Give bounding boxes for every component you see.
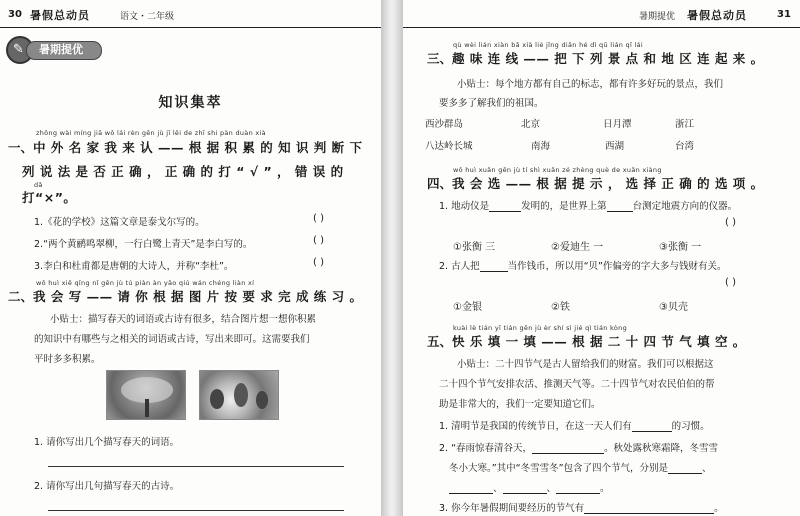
right-header	[403, 0, 800, 28]
s4-q1-blank-2[interactable]	[607, 202, 633, 212]
s4-q2-option-2[interactable]: ②铁	[551, 302, 570, 313]
s1-answer-2[interactable]: ( )	[313, 235, 324, 246]
s5-q1-blank[interactable]	[632, 422, 672, 432]
s5-q2-g: 。	[600, 483, 610, 494]
section3-line: 趣 味 连 线 —— 把 下 列 景 点 和 地 区 连 起 来 。	[452, 51, 764, 66]
s4-q2-answer[interactable]: ( )	[725, 277, 736, 288]
section5-number: 五、	[427, 334, 453, 349]
section4-line: 我 会 选 —— 根 据 提 示 ， 选 择 正 确 的 选 项 。	[452, 176, 764, 191]
s3-tip-1: 小贴士：每个地方都有自己的标志，都有许多好玩的景点，我们	[457, 79, 724, 90]
s5-q2-e: 、	[493, 483, 503, 494]
s5-q2-b: 。秋处露秋寒霜降，冬雪雪	[604, 443, 719, 454]
left-subject: 语文・二年级	[120, 12, 175, 22]
s5-q2-f: 、	[546, 483, 557, 494]
right-page-number: 31	[777, 9, 791, 20]
s4-q2-b: 当作钱币，所以用“贝”作偏旁的字大多与钱财有关。	[507, 261, 727, 272]
right-section-label: 暑期提优	[639, 12, 676, 22]
s2-answer-line-1[interactable]	[48, 466, 344, 467]
s5-q2-d: 、	[702, 463, 712, 474]
section1-pinyin3: dǎ	[34, 181, 43, 189]
s5-q2-c: 冬小大寒。”其中“冬雪雪冬”包含了四个节气，分别是	[449, 463, 669, 474]
s5-tip-3: 助是非常大的，我们一定要知道它们。	[439, 399, 601, 410]
section3-number: 三、	[427, 51, 453, 66]
s1-answer-3[interactable]: ( )	[313, 257, 324, 268]
place-badaling[interactable]: 八达岭长城	[425, 141, 473, 152]
s4-q1-blank-1[interactable]	[489, 202, 521, 212]
right-page	[403, 0, 800, 516]
place-xihu[interactable]: 西湖	[605, 141, 625, 152]
s4-q2-a: 2. 古人把	[439, 261, 480, 272]
s5-tip-1: 小贴士：二十四节气是古人留给我们的财富。我们可以根据这	[457, 359, 714, 370]
section4-heading	[427, 174, 764, 192]
s1-answer-1[interactable]: ( )	[313, 213, 324, 224]
place-nanhai[interactable]: 南海	[531, 141, 551, 152]
section5-heading	[427, 332, 746, 350]
section3-heading	[427, 49, 764, 67]
s4-q1-b: 发明的，是世界上第	[521, 201, 607, 212]
s5-q2-line2	[449, 460, 712, 474]
section5-line: 快 乐 填 一 填 —— 根 据 二 十 四 节 气 填 空 。	[452, 334, 746, 349]
section1-line2: 列 说 法 是 否 正 确 ， 正 确 的 打 “ √ ” ， 错 误 的	[22, 164, 344, 179]
s3-tip-2: 要多多了解我们的祖国。	[439, 98, 544, 109]
left-brand: 暑假总动员	[30, 9, 90, 22]
section2-line: 我 会 写 —— 请 你 根 据 图 片 按 要 求 完 成 练 习 。	[33, 289, 363, 304]
s4-q1-option-2[interactable]: ②爱迪生 一	[551, 242, 604, 253]
s5-q2-line1	[439, 440, 718, 454]
section1-line3: 打“×”。	[22, 190, 77, 205]
spring-tree-image	[106, 370, 186, 420]
s5-q1-b: 的习惯。	[671, 421, 710, 432]
section1-heading	[8, 138, 363, 156]
section1-number: 一、	[8, 140, 34, 155]
s2-question-1: 1. 请你写出几个描写春天的词语。	[34, 437, 180, 448]
s5-q2-blank-4[interactable]	[503, 484, 547, 494]
s5-q2-blank-2[interactable]	[668, 464, 702, 474]
section-badge	[6, 36, 102, 64]
s5-q2-blank-1[interactable]	[532, 444, 604, 454]
place-riyuetan[interactable]: 日月潭	[603, 119, 632, 130]
s5-q2-blank-3[interactable]	[449, 484, 493, 494]
spring-sprouts-image	[199, 370, 279, 420]
pencil-icon: ✎	[6, 36, 34, 64]
s4-q2-blank[interactable]	[480, 262, 508, 272]
s5-q2-a: 2. “春雨惊春清谷天，	[439, 443, 533, 454]
s4-q1-a: 1. 地动仪是	[439, 201, 490, 212]
s2-tip-1: 小贴士：描写春天的词语或古诗有很多，结合图片想一想你积累	[50, 314, 317, 325]
s5-q2-line3	[449, 480, 610, 494]
right-brand: 暑假总动员	[687, 9, 747, 22]
page-title: 知识集萃	[158, 95, 223, 111]
section4-pinyin: wǒ huì xuǎn gēn jù tí shì xuǎn zé zhèng què de xuǎn xiàng	[453, 166, 662, 174]
left-page	[0, 0, 381, 516]
s2-answer-line-2[interactable]	[48, 510, 344, 511]
s4-q2	[439, 258, 726, 272]
section2-heading	[8, 287, 363, 305]
section3-pinyin: qù wèi lián xiàn bǎ xià liè jǐng diǎn hé dì qū lián qǐ lái	[453, 41, 643, 49]
s4-q1	[439, 198, 737, 212]
place-xisha[interactable]: 西沙群岛	[425, 119, 464, 130]
s5-tip-2: 二十四个节气安排农活、推测天气等。二十四节气对农民伯伯的帮	[439, 379, 715, 390]
left-header	[0, 0, 381, 28]
s5-q1-a: 1. 清明节是我国的传统节日，在这一天人们有	[439, 421, 632, 432]
s2-tip-3: 平时多多积累。	[34, 354, 101, 365]
s5-q1	[439, 418, 710, 432]
section2-number: 二、	[8, 289, 34, 304]
s1-item-1: 1.《花的学校》这篇文章是泰戈尔写的。	[34, 217, 205, 228]
place-beijing[interactable]: 北京	[521, 119, 541, 130]
s5-q2-blank-5[interactable]	[556, 484, 600, 494]
s4-q1-c: 台测定地震方向的仪器。	[632, 201, 738, 212]
book-spine	[381, 0, 403, 516]
s4-q1-option-1[interactable]: ①张衡 三	[453, 242, 496, 253]
section1-line1: 中 外 名 家 我 来 认 —— 根 据 积 累 的 知 识 判 断 下	[33, 140, 363, 155]
s5-q3	[439, 500, 724, 514]
section2-pinyin: wǒ huì xiě qǐng nǐ gēn jù tú piàn àn yāo qiú wán chéng liàn xí	[36, 279, 255, 287]
left-page-number: 30	[8, 9, 22, 20]
section1-pinyin: zhōng wài míng jiā wǒ lái rèn gēn jù jī lěi de zhī shi pàn duàn xià	[36, 129, 266, 137]
place-taiwan[interactable]: 台湾	[675, 141, 695, 152]
section4-number: 四、	[427, 176, 453, 191]
s2-question-2: 2. 请你写出几句描写春天的古诗。	[34, 481, 180, 492]
s1-item-3: 3.李白和杜甫都是唐朝的大诗人，并称“李杜”。	[34, 261, 234, 272]
badge-label: 暑期提优	[26, 41, 102, 60]
s4-q1-option-3[interactable]: ③张衡 一	[659, 242, 702, 253]
s5-q3-b: 。	[714, 503, 724, 514]
section5-pinyin: kuài lè tián yī tián gēn jù èr shí sì jié qì tián kòng	[453, 324, 628, 332]
s4-q2-option-1[interactable]: ①金银	[453, 302, 482, 313]
s2-tip-2: 的知识中有哪些与之相关的词语或古诗，写出来即可。这需要我们	[34, 334, 310, 345]
s4-q1-answer[interactable]: ( )	[725, 217, 736, 228]
place-zhejiang[interactable]: 浙江	[675, 119, 695, 130]
s1-item-2: 2.“两个黄鹂鸣翠柳，一行白鹭上青天”是李白写的。	[34, 239, 253, 250]
s5-q3-a: 3. 你今年暑假期间要经历的节气有	[439, 503, 585, 514]
s4-q2-option-3[interactable]: ③贝壳	[659, 302, 688, 313]
s5-q3-blank[interactable]	[584, 504, 714, 514]
